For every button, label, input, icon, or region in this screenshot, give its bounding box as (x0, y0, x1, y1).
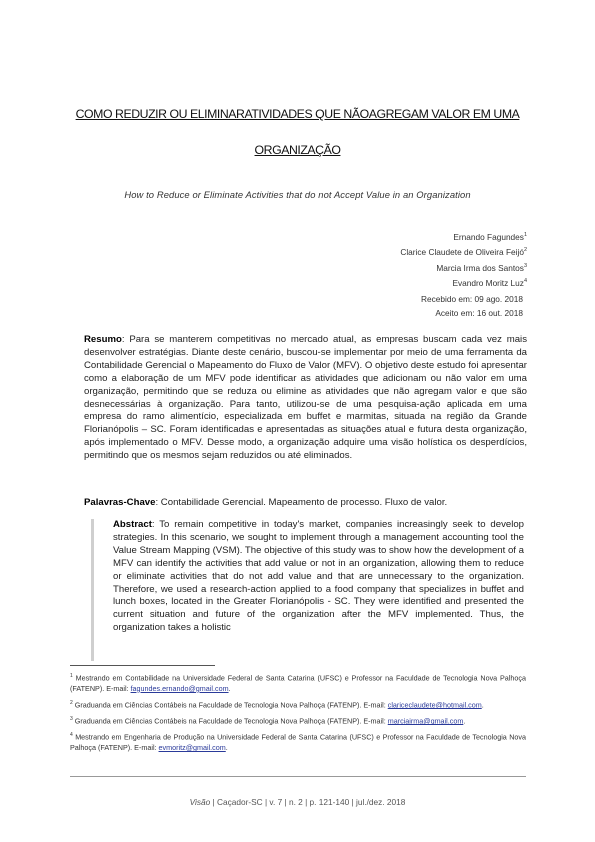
email-link[interactable]: clariceclaudete@hotmail.com (387, 700, 482, 710)
keywords-label: Palavras-Chave (84, 497, 156, 508)
footnote-end: . (481, 700, 484, 710)
paper-title-line-2: ORGANIZAÇÃO (254, 143, 341, 157)
email-link[interactable]: fagundes.ernando@gmail.com (130, 683, 229, 693)
abstract-block (91, 519, 524, 661)
page-footer (60, 797, 535, 807)
footnote-text: Mestrando em Engenharia de Produção na Universidade Federal de Santa Catarina (UFSC) e Professor na Faculdade de Tecnologia Nova Palhoça (FATENP). E-mail: (70, 732, 526, 753)
submission-dates (421, 293, 523, 320)
author-list (400, 229, 527, 290)
footnote-text: Graduanda em Ciências Contábeis na Faculdade de Tecnologia Nova Palhoça (FATENP). E-mail: (72, 716, 388, 726)
email-link[interactable]: marciairma@gmail.com (387, 716, 464, 726)
footnote-number: 3 (70, 716, 73, 722)
footnote-1 (70, 671, 526, 694)
footnote-number: 2 (70, 699, 73, 706)
author-2 (400, 244, 527, 259)
accepted-date: Aceito em: 16 out. 2018 (435, 307, 523, 318)
email-link[interactable]: evmoritz@gmail.com (158, 743, 226, 753)
resumo-label: Resumo (84, 334, 122, 345)
paper-title-line-1: COMO REDUZIR OU ELIMINARATIVIDADES QUE NÃOAGREGAM VALOR EM UMA (75, 107, 520, 121)
footnotes (70, 671, 526, 757)
abstract-label: Abstract (113, 519, 152, 530)
footnote-3 (70, 714, 526, 727)
keywords-line (84, 497, 544, 510)
footnote-text: Mestrando em Contabilidade na Universidade Federal de Santa Catarina (UFSC) e Professor na Faculdade de Tecnologia Nova Palhoça (FATENP). E-mail: (70, 673, 526, 693)
footnote-separator (70, 665, 215, 666)
footnote-text: Graduanda em Ciências Contábeis na Faculdade de Tecnologia Nova Palhoça (FATENP). E-mail: (72, 700, 388, 710)
author-footnote-ref: 2 (523, 247, 527, 254)
abstract-paragraph (102, 519, 524, 635)
footnote-end: . (225, 743, 228, 753)
footnote-2 (70, 698, 526, 711)
author-1 (400, 229, 527, 244)
footnote-end: . (228, 683, 231, 693)
keywords-text: : Contabilidade Gerencial. Mapeamento de processo. Fluxo de valor. (155, 497, 448, 508)
footnote-number: 1 (70, 673, 73, 679)
author-name: Evandro Moritz Luz (452, 277, 524, 288)
author-3 (400, 260, 527, 275)
citation-info: | Caçador-SC | v. 7 | n. 2 | p. 121-140 | jul./dez. 2018 (210, 797, 406, 807)
abstract-text: : To remain competitive in today's market, companies increasingly seek to develop strategies. In this scenario, we sought to implement through a management accounting tool the Value Stream Mapping (VSM). The objective of this study was to show how the development of a MFV can identify the activities that add value or not in an organization, allowing them to reduce or eliminate activities that do not add value and that are unnecessary to the organization. Therefore, we used a research-action applied to a food company that specializes in buffet and lunch boxes, located in the Greater Florianópolis - SC. They were identified and presented the current situation and future of the organization after the MFV implemented. Thus, the organization takes a holistic (113, 519, 524, 634)
resumo-text: : Para se manterem competitivas no mercado atual, as empresas buscam cada vez mais desenvolver estratégias. Diante deste cenário, buscou-se implementar por meio de uma ferramenta da Contabilidade Gerencial o Mapeamento do Fluxo de Valor (MFV). O objetivo deste estudo foi apresentar como a elaboração de um MFV pode identificar as atividades que adicionam ou não valor em uma organização, permitindo que se reduza ou elimine as atividades que não agregam valor e que são desnecessárias à organização. Para tanto, utilizou-se de uma pesquisa-ação aplicada em uma empresa do ramo alimentício, especializada em buffet e marmitas, situada na região da Grande Florianópolis – SC. Foram identificadas e apresentadas as situações atual e futura desta organização, após implementado o MFV. Desse modo, a organização adquire uma visão holística os desperdícios, permitindo que os mesmos sejam reduzidos ou até eliminados. (84, 334, 527, 462)
footnote-4 (70, 730, 526, 753)
resumo-paragraph (84, 334, 527, 463)
author-name: Ernando Fagundes (453, 231, 524, 242)
footnote-number: 4 (70, 732, 73, 739)
author-footnote-ref: 4 (523, 278, 527, 285)
footnote-end: . (463, 716, 466, 726)
english-title: How to Reduce or Eliminate Activities that do not Accept Value in an Organization (124, 189, 471, 200)
received-date: Recebido em: 09 ago. 2018 (421, 294, 523, 304)
author-name: Clarice Claudete de Oliveira Feijó (400, 247, 524, 258)
author-footnote-ref: 1 (523, 232, 527, 238)
journal-name: Visão (189, 797, 211, 807)
author-4 (400, 275, 527, 290)
author-name: Marcia Irma dos Santos (436, 262, 524, 273)
footer-separator (70, 776, 526, 777)
author-footnote-ref: 3 (523, 262, 527, 269)
